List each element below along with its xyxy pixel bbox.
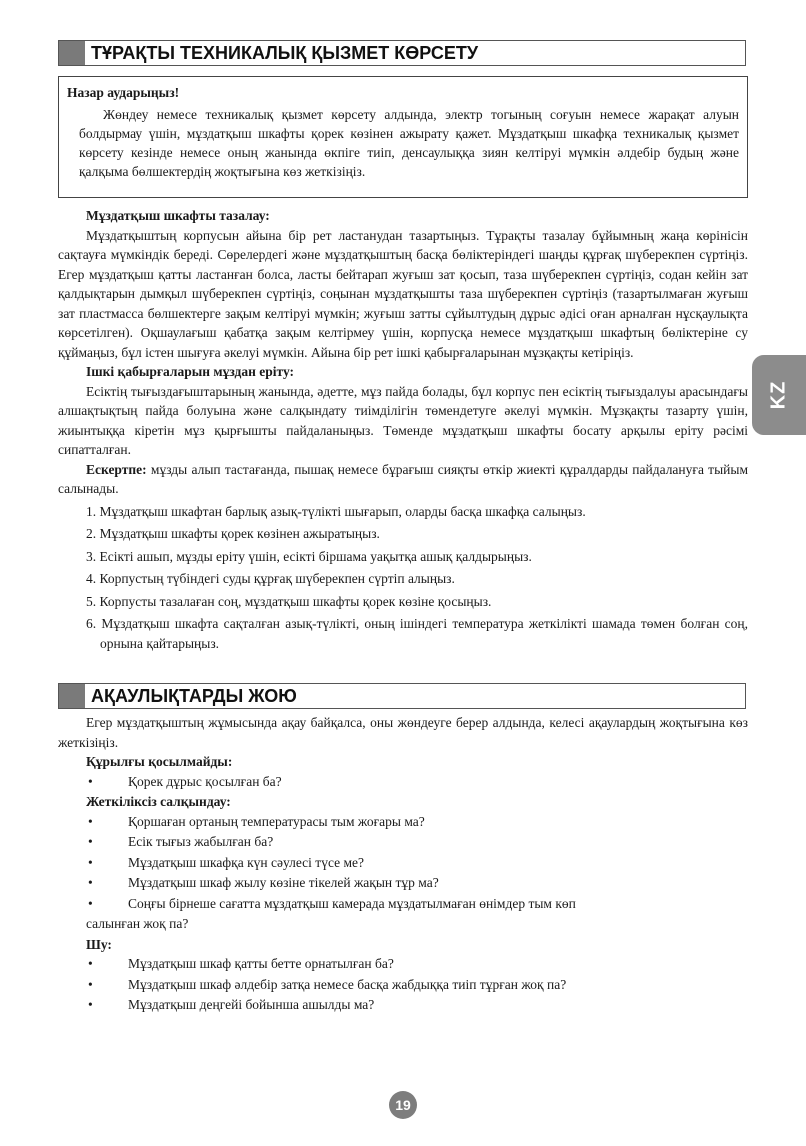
group-list-no-power <box>58 772 748 792</box>
section-title: ТҰРАҚТЫ ТЕХНИКАЛЫҚ ҚЫЗМЕТ КӨРСЕТУ <box>91 43 479 63</box>
bullet-icon: • <box>88 875 93 890</box>
list-item: • Мұздатқыш шкаф жылу көзіне тікелей жақын тұр ма? <box>58 873 748 893</box>
maintenance-body <box>58 206 748 656</box>
note-label: Ескертпе: <box>86 461 147 477</box>
step-item: 6. Мұздатқыш шкафта сақталған азық-түлікті, оның ішіндегі температура жеткілікті шамада төмен болған соң, орнына қайтарыңыз. <box>86 616 748 651</box>
bullet-icon: • <box>88 834 93 849</box>
list-item: • Қоршаған ортаның температурасы тым жоғары ма? <box>58 812 748 832</box>
language-tab-label: KZ <box>767 380 790 410</box>
warning-title: Назар аударыңыз! <box>67 85 180 100</box>
bullet-icon: • <box>88 773 93 789</box>
step-item: 5. Корпусты тазалаған соң, мұздатқыш шкафты қорек көзіне қосыңыз. <box>86 593 492 609</box>
section-header-maintenance <box>58 40 746 66</box>
note-text: мұзды алып тастағанда, пышақ немесе бұрағыш сияқты өткір жиекті құралдарды пайдалануға тыйым салынады. <box>58 461 748 496</box>
defrost-steps <box>58 502 748 654</box>
page-number: 19 <box>389 1091 417 1119</box>
list-item: • Мұздатқыш шкафқа күн сәулесі түсе ме? <box>58 853 748 873</box>
warning-text: Жөндеу немесе техникалық қызмет көрсету алдында, электр тогының соғуын немесе жарақат алуын болдырмау үшін, мұздатқыш шкафты қорек көзінен ажырату қажет. Мұздатқыш шкафқа техникалық қызмет көрсету кезінде немесе оның жанында өкпіге тиіп, денсаулыққа зиян келтіруі мүмкін әлдебір будың және қалқыма бөлшектердің жоқтығына көз жеткізіңіз. <box>79 107 739 179</box>
header-accent-bar <box>59 684 85 708</box>
bullet-icon: • <box>88 813 93 829</box>
list-item: • Соңғы бірнеше сағатта мұздатқыш камерада мұздатылмаған өнімдер тым көп <box>58 894 748 914</box>
step-item: 2. Мұздатқыш шкафты қорек көзінен ажыратыңыз. <box>86 526 380 541</box>
bullet-icon: • <box>88 854 93 870</box>
cleaning-text: Мұздатқыштың корпусын айына бір рет ластанудан тазартыңыз. Тұрақты тазалау бұйымның жаңа көрінісін сақтауға мүмкіндік береді. Сөрелердегі және мұздатқыштың басқа бөліктеріндегі шаңды құрғақ шүберекпен сүртіңіз. Егер мұздатқыш қатты ластанған болса, ласты бейтарап жуғыш зат қосып, таза шүберекпен сүртіңіз, содан кейін зат қалдықтарын дымқыл шүберекпен сүртіңіз, соңынан мұздатқышты таза шүберекпен сүртіңіз (тазартылмаған жуғыш зат пластмасса бөлшектерге зақым келтіруі мүмкін; жуғыш затты сұйылтудың дұрыс әдісі оған арналған нұсқаулықта көрсетілген). Оқшаулағыш қабатқа зақым келтірмеу үшін, корпусқа немесе мұздатқыш шкафтың бөліктеріне су құймаңыз, бұл істен шығуға әкелуі мүмкін. Айына бір рет ішкі қабырғаларынан мұзқақты кетіріңіз. <box>58 227 748 360</box>
list-item: • Мұздатқыш шкаф әлдебір затқа немесе басқа жабдыққа тиіп тұрған жоқ па? <box>58 975 748 995</box>
step-item: 3. Есікті ашып, мұзды еріту үшін, есікті біршама уақытқа ашық қалдырыңыз. <box>86 548 532 564</box>
group-list-cooling <box>58 812 748 934</box>
bullet-icon: • <box>88 976 93 992</box>
list-item: • Есік тығыз жабылған ба? <box>58 832 748 852</box>
step-item: 1. Мұздатқыш шкафтан барлық азық-түлікті шығарып, оларды басқа шкафқа салыңыз. <box>86 503 586 519</box>
group-list-noise <box>58 954 748 1015</box>
section-title: АҚАУЛЫҚТАРДЫ ЖОЮ <box>91 686 297 706</box>
troubleshoot-intro: Егер мұздатқыштың жұмысында ақау байқалса, оны жөндеуге берер алдында, келесі ақаулардың жоқтығына көз жеткізіңіз. <box>58 715 748 750</box>
troubleshooting-body <box>58 713 748 1016</box>
header-accent-bar <box>59 41 85 65</box>
step-item: 4. Корпустың түбіндегі суды құрғақ шүберекпен сүртіп алыңыз. <box>86 571 455 586</box>
list-item: • Мұздатқыш деңгейі бойынша ашылды ма? <box>58 995 748 1015</box>
defrost-note <box>58 460 748 499</box>
section-header-troubleshooting <box>58 683 746 709</box>
bullet-icon: • <box>88 895 93 911</box>
group-title-noise: Шу: <box>86 936 112 952</box>
cleaning-title: Мұздатқыш шкафты тазалау: <box>86 208 270 223</box>
list-item: • Қорек дұрыс қосылған ба? <box>58 772 748 792</box>
defrost-text: Есіктің тығыздағыштарының жанында, әдетте, мұз пайда болады, бұл корпус пен есіктің тығыздалуы арасындағы алшақтықтың пайда болуына және салқындату тиімділігін төмендетуге әкелуі мүмкін. Мұзқақты тазарту үшін, жиынтыққа кіретін мұз қырғышты пайдаланыңыз. Төменде мұздатқыш шкафты босату арқылы еріту рәсімі сипатталған. <box>58 383 748 457</box>
bullet-icon: • <box>88 956 93 971</box>
language-tab <box>752 355 806 435</box>
list-item: • Мұздатқыш шкаф қатты бетте орнатылған ба? <box>58 954 748 974</box>
warning-box <box>58 76 748 198</box>
bullet-icon: • <box>88 997 93 1012</box>
group-title-no-power: Құрылғы қосылмайды: <box>86 754 233 769</box>
group-title-cooling: Жеткіліксіз салқындау: <box>86 794 231 809</box>
defrost-title: Ішкі қабырғаларын мұздан еріту: <box>86 364 295 379</box>
list-item-continued: салынған жоқ па? <box>86 916 189 931</box>
